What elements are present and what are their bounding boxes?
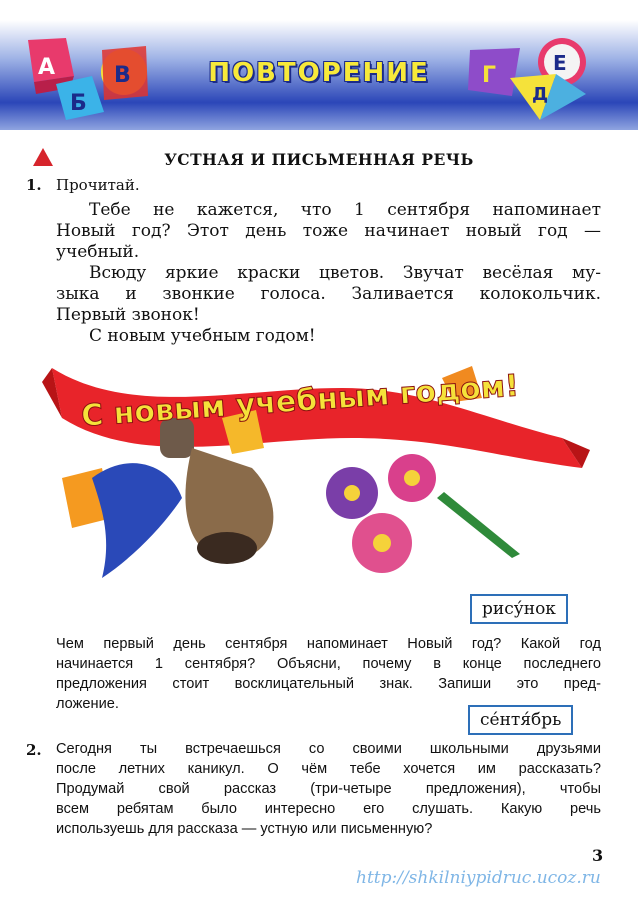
bow-icon <box>92 463 182 578</box>
vocabulary-word-box: рису́нок <box>470 594 568 624</box>
cube-letter-a: А <box>38 55 56 80</box>
exercise-2-line-4: всем ребятам было интересно его слушать. Какую речь <box>56 801 601 817</box>
greeting-illustration <box>42 358 590 598</box>
text-line-5: зыка и звонкие голоса. Заливается колокольчик. <box>56 284 601 304</box>
cube-letter-e: Е <box>553 51 567 75</box>
text-line-6: Первый звонок! <box>56 305 200 325</box>
aster-flowers-icon <box>326 454 520 573</box>
cube-letter-v: В <box>114 63 131 88</box>
text-line-7: С новым учебным годом! <box>89 326 316 346</box>
exercise-2-line-3: Продумай свой рассказ (три-четыре предложения), чтобы <box>56 781 601 797</box>
exercise-1-number: 1. <box>26 176 42 194</box>
text-line-3: учебный. <box>56 242 140 262</box>
text-line-4: Всюду яркие краски цветов. Звучат весёлая му- <box>89 263 601 283</box>
cube-letter-d: Д <box>532 84 549 105</box>
ribbon-caption: С новым учебным годом! <box>80 368 520 434</box>
text-line-2: Новый год? Этот день тоже начинает новый год — <box>56 221 601 241</box>
question-line-4: ложение. <box>56 696 119 712</box>
exercise-2-line-5: используешь для рассказа — устную или письменную? <box>56 821 433 837</box>
page-title: ПОВТОРЕНИЕ <box>208 58 430 88</box>
vocabulary-word-box: се́нтя́брь <box>468 705 573 735</box>
exercise-2-line-2: после летних каникул. О чём тебе хочется им рассказать? <box>56 761 601 777</box>
exercise-2-line-1: Сегодня ты встречаешься со своими школьными друзьями <box>56 741 601 757</box>
section-heading: УСТНАЯ И ПИСЬМЕННАЯ РЕЧЬ <box>164 150 474 169</box>
cube-letter-g: Г <box>482 63 497 88</box>
question-line-2: начинается 1 сентября? Объясни, почему в конце последнего <box>56 656 601 672</box>
exercise-1-instruction: Прочитай. <box>56 176 140 194</box>
cube-letter-b: Б <box>70 91 87 116</box>
source-url-watermark[interactable]: http://shkilniypidruc.ucoz.ru <box>356 868 601 888</box>
page-number: 3 <box>592 846 604 865</box>
text-line-1: Тебе не кажется, что 1 сентября напоминает <box>89 200 601 220</box>
exercise-2-number: 2. <box>26 741 42 759</box>
question-line-3: предложения стоит восклицательный знак. Запиши это пред- <box>56 676 601 692</box>
question-line-1: Чем первый день сентября напоминает Новый год? Какой год <box>56 636 601 652</box>
